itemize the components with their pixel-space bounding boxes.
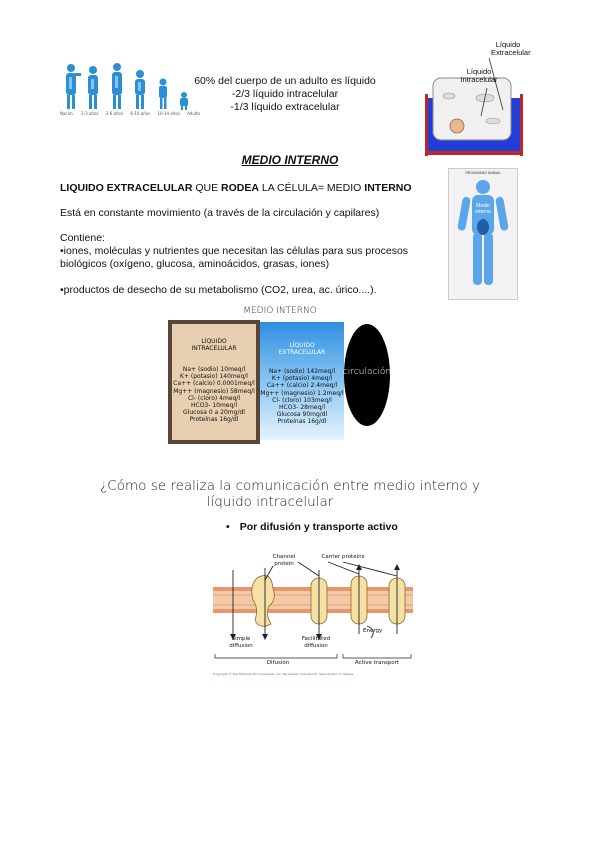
diffusion-bullet <box>226 521 486 534</box>
simple-diffusion-label <box>221 636 261 650</box>
definition-part: RODEA <box>221 182 259 194</box>
intracellular-values <box>172 366 256 424</box>
water-percent-text <box>180 75 390 114</box>
bullet-line: biológicos (oxígeno, glucosa, aminoácidos, grasas, iones) <box>60 258 330 270</box>
question-line: ¿Cómo se realiza la comunicación entre medio interno y <box>100 478 480 494</box>
intracellular-title-line: LÍQUIDO <box>201 338 227 345</box>
extracellular-fraction-line: -1/3 líquido extracelular <box>230 101 340 113</box>
value-line: Proteínas 16g/dl <box>189 416 239 424</box>
bullet-line: •productos de desecho de su metabolismo (CO2, urea, ac. úrico....). <box>60 284 377 296</box>
energy-label: Energy <box>363 628 383 634</box>
contains-block <box>60 232 440 271</box>
value-line: K+ (potasio) 140meq/l <box>180 373 248 381</box>
movement-text: Está en constante movimiento (a través de la circulación y capilares) <box>60 207 380 219</box>
extracellular-label-line: Líquido <box>495 40 521 49</box>
bullet-dot: • <box>226 521 230 533</box>
extracellular-label-line: Extracelular <box>491 48 531 57</box>
people-label: Nacim. <box>60 111 74 116</box>
channel-label-line: Channel <box>272 554 296 560</box>
intracellular-label-line: Líquido <box>466 67 492 76</box>
medio-diagram-title: MEDIO INTERNO <box>243 306 317 316</box>
value-line: Proteínas 16g/dl <box>277 418 327 426</box>
circulation-label: circulación <box>342 367 392 377</box>
active-transport-label: Active transport <box>354 660 400 666</box>
value-line: Glucosa 0 a 20mg/dl <box>183 409 245 417</box>
body-figure-label-line: Medio <box>476 203 490 209</box>
communication-question <box>90 478 490 510</box>
membrane-diagram <box>213 550 413 680</box>
value-line: Na+ (sodio) 142meq/l <box>268 368 336 375</box>
body-figure <box>448 168 518 300</box>
diffusion-bracket-label: Difusión <box>266 660 290 666</box>
extracellular-box <box>260 322 344 440</box>
people-label: 10-14 años <box>157 111 180 116</box>
question-line: líquido intracelular <box>206 494 334 510</box>
intracellular-label-line: Intracelular <box>460 75 498 84</box>
intracellular-title-line: INTRACELULAR <box>191 345 237 352</box>
people-labels <box>60 110 200 117</box>
bullet-line: •iones, moléculas y nutrientes que necesitan las células para sus procesos <box>60 245 409 257</box>
value-line: Ca++ (calcio) 2.4meq/l <box>266 382 338 390</box>
definition-part: QUE <box>192 182 222 194</box>
value-line: Glucosa 90mg/dl <box>276 411 328 419</box>
value-line: Cl- (cloro) 4meq/l <box>187 394 240 402</box>
extracellular-box-title <box>260 342 344 356</box>
human-silhouette <box>449 177 517 297</box>
value-line: Mg++ (magnesio) 1.2meq/l <box>260 389 344 397</box>
simple-diffusion-line: diffusion <box>229 643 253 649</box>
intracellular-box-title <box>172 338 256 352</box>
extracellular-title-line: LÍQUIDO <box>289 342 315 349</box>
people-label: 3-6 años <box>105 111 124 116</box>
definition-line <box>60 182 440 195</box>
people-label: 1-3 años <box>81 111 99 116</box>
intracellular-label <box>459 68 499 84</box>
carrier-proteins-label: Carrier proteins <box>321 554 365 560</box>
facilitated-diffusion-line: diffusion <box>304 643 328 649</box>
contains-label: Contiene: <box>60 232 105 244</box>
definition-part: INTERNO <box>364 182 412 194</box>
body-figure-title: ORGANISMO ANIMAL <box>465 171 501 175</box>
people-label: 6-10 años <box>130 111 151 116</box>
section-heading: MEDIO INTERNO <box>241 153 339 167</box>
facilitated-diffusion-label <box>291 636 341 650</box>
extracellular-title-line: EXTRACELULAR <box>278 349 326 356</box>
value-line: HCO3- 10meq/l <box>191 402 237 410</box>
extracellular-values <box>260 368 344 426</box>
value-line: Mg++ (magnesio) 58meq/l <box>173 387 255 395</box>
value-line: HCO3- 28meq/l <box>279 404 325 412</box>
cell-fluid-figure <box>425 36 531 156</box>
definition-part: LIQUIDO EXTRACELULAR <box>60 182 193 194</box>
channel-protein-label <box>267 554 301 568</box>
value-line: Na+ (sodio) 10meq/l <box>182 366 246 373</box>
channel-label-line: protein <box>274 561 294 567</box>
definition-part: LA CÉLULA= MEDIO <box>258 182 365 194</box>
value-line: Cl- (cloro) 103meq/l <box>272 396 332 404</box>
body-figure-label-line: interno <box>475 209 491 215</box>
facilitated-diffusion-line: Facilitated <box>301 636 331 642</box>
people-label: Adulto <box>187 111 200 116</box>
extracellular-label <box>491 40 531 57</box>
simple-diffusion-line: Simple <box>231 636 251 642</box>
diffusion-bullet-text: Por difusión y transporte activo <box>239 521 398 533</box>
intracellular-box <box>168 320 260 444</box>
water-percent-line: 60% del cuerpo de un adulto es líquido <box>194 75 376 87</box>
intracellular-fraction-line: -2/3 líquido intracelular <box>231 88 339 100</box>
copyright-caption: Copyright © The McGraw-Hill Companies, Inc. Permission required for reproduction or display. <box>213 672 354 676</box>
body-figure-label <box>467 203 499 215</box>
value-line: Ca++ (calcio) 0.0001meq/l <box>173 380 255 388</box>
value-line: K+ (potasio) 4meq/l <box>271 375 333 383</box>
